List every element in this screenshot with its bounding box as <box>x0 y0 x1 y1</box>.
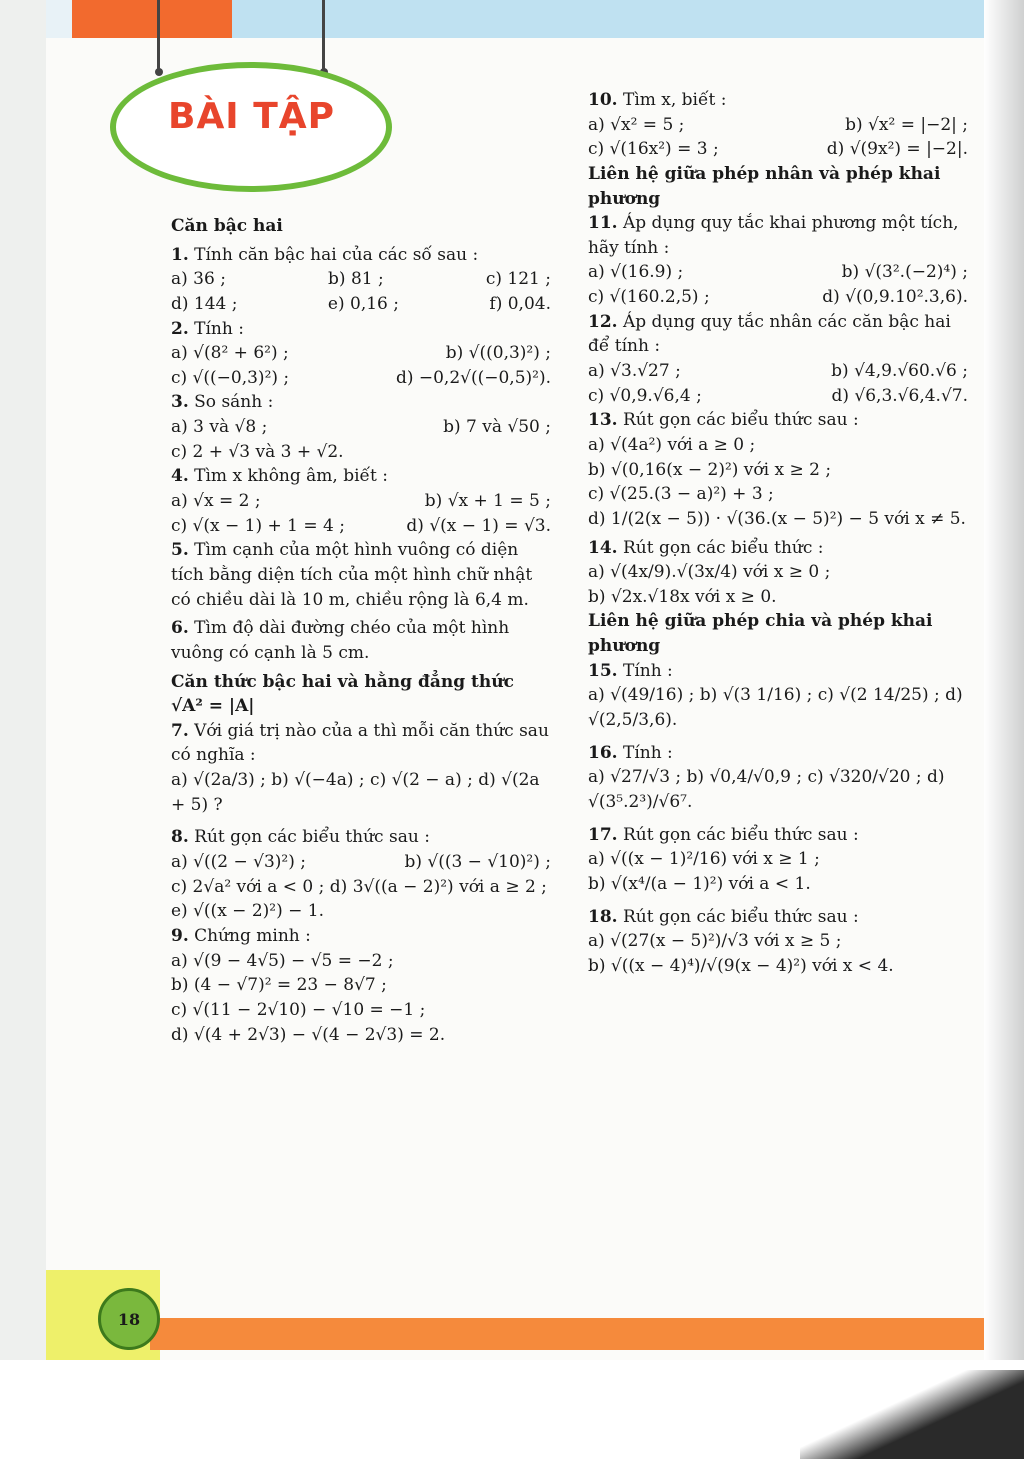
section-heading: Liên hệ giữa phép nhân và phép khai phương <box>588 163 941 209</box>
exercise-number: 1. <box>171 244 189 265</box>
exercise-text: Tìm x không âm, biết : <box>194 466 388 487</box>
page-left-edge <box>0 0 46 1360</box>
exercise-16 <box>588 741 968 766</box>
exercise-text: Tính căn bậc hai của các số sau : <box>194 244 479 265</box>
answer-c: c) √(16x²) = 3 ; <box>588 139 719 160</box>
exercise-number: 6. <box>171 618 189 639</box>
exercise-17 <box>588 823 968 848</box>
answer-b: b) √((x − 4)⁴)/√(9(x − 4)²) với x < 4. <box>588 955 894 976</box>
right-column <box>588 88 968 978</box>
answer-d: d) 144 ; <box>171 293 238 314</box>
section-heading: Căn bậc hai <box>171 216 283 236</box>
answer-c: c) √(160.2,5) ; <box>588 287 710 308</box>
exercise-2-row-1 <box>171 341 551 366</box>
answer-c: c) 121 ; <box>485 269 551 290</box>
exercise-number: 16. <box>588 742 618 763</box>
answer-c: c) √((−0,3)²) ; <box>171 367 290 388</box>
answer-a: a) √(9 − 4√5) − √5 = −2 ; <box>171 950 394 971</box>
hanger-string-right <box>322 0 325 70</box>
answer-d: d) √6,3.√6,4.√7. <box>831 385 968 406</box>
exercise-number: 3. <box>171 392 189 413</box>
answer-a: a) √(27(x − 5)²)/√3 với x ≥ 5 ; <box>588 931 842 952</box>
section-heading: Căn thức bậc hai và hằng đẳng thức <box>171 671 514 692</box>
answer-a: a) √3.√27 ; <box>588 361 681 382</box>
exercise-text: Tìm x, biết : <box>622 90 727 110</box>
exercise-text: So sánh : <box>194 392 274 413</box>
answer-b: b) 7 và √50 ; <box>443 417 551 438</box>
answer-d: d) √(9x²) = |−2|. <box>826 139 968 160</box>
exercise-12-row-2 <box>588 384 968 409</box>
answer-d: d) √(x − 1) = √3. <box>406 515 551 536</box>
exercise-2-row-2 <box>171 366 551 391</box>
exercise-text: Tìm cạnh của một hình vuông có diện tích bằng diện tích của một hình chữ nhật có chiều dài là 10 m, chiều rộng là 6,4 m. <box>171 540 533 610</box>
answer-b: b) √(0,16(x − 2)²) với x ≥ 2 ; <box>588 459 832 480</box>
exercise-11 <box>588 211 968 260</box>
exercise-text: Với giá trị nào của a thì mỗi căn thức sau có nghĩa : <box>171 720 549 766</box>
exercise-text: Rút gọn các biểu thức sau : <box>622 410 859 431</box>
exercise-text: Tính : <box>194 318 244 339</box>
exercise-number: 15. <box>588 660 618 681</box>
exercise-11-row-1 <box>588 260 968 285</box>
answer-c: c) √(11 − 2√10) − √10 = −1 ; <box>171 999 426 1020</box>
top-stripe-orange <box>72 0 232 38</box>
exercise-1-row-1 <box>171 267 551 292</box>
answer-e: e) 0,16 ; <box>327 293 399 314</box>
answer-a: a) √(16.9) ; <box>588 262 684 283</box>
exercise-12 <box>588 310 968 359</box>
exercise-7 <box>171 719 551 768</box>
exercise-9 <box>171 924 551 949</box>
exercise-number: 13. <box>588 410 618 431</box>
page-number: 18 <box>98 1288 160 1350</box>
exercise-number: 18. <box>588 906 618 927</box>
exercise-number: 2. <box>171 318 189 339</box>
exercise-text: Rút gọn các biểu thức sau : <box>622 824 859 845</box>
exercise-text: Rút gọn các biểu thức : <box>622 537 824 558</box>
answer-d: d) √(0,9.10².3,6). <box>822 287 968 308</box>
section-heading: Liên hệ giữa phép chia và phép khai phương <box>588 611 933 657</box>
exercise-text: Tính : <box>622 742 673 763</box>
answer-a: a) √((2 − √3)²) ; <box>171 852 306 873</box>
exercise-6 <box>171 616 551 665</box>
answer-e: e) √((x − 2)²) − 1. <box>171 901 324 922</box>
exercise-number: 10. <box>588 90 618 110</box>
exercise-8-row-1 <box>171 850 551 875</box>
answer-c: c) √(x − 1) + 1 = 4 ; <box>171 515 345 536</box>
exercise-5 <box>171 538 551 612</box>
exercise-text: Tính : <box>622 660 673 681</box>
answer-a: a) √x² = 5 ; <box>588 114 685 135</box>
answer-f: f) 0,04. <box>489 293 551 314</box>
answer-d: d) 1/(2(x − 5)) · √(36.(x − 5)²) − 5 với x ≠ 5. <box>588 508 966 529</box>
exercise-10-row-1 <box>588 113 968 138</box>
exercise-10 <box>588 88 968 113</box>
exercise-number: 7. <box>171 720 189 741</box>
answer-b: b) √((0,3)²) ; <box>445 343 551 364</box>
exercise-15-items: a) √(49/16) ; b) √(3 1/16) ; c) √(2 14/25) ; d) √(2,5/3,6). <box>588 685 963 731</box>
exercise-text: Chứng minh : <box>194 925 311 946</box>
exercise-number: 5. <box>171 540 189 561</box>
exercise-4 <box>171 464 551 489</box>
answer-c: c) 2 + √3 và 3 + √2. <box>171 441 344 462</box>
answer-a: a) √((x − 1)²/16) với x ≥ 1 ; <box>588 849 820 870</box>
answer-b: b) √(3².(−2)⁴) ; <box>841 262 968 283</box>
exercise-3 <box>171 390 551 415</box>
exercise-13 <box>588 408 968 433</box>
exercise-number: 17. <box>588 824 618 845</box>
exercise-number: 11. <box>588 213 618 234</box>
answer-a: a) √(8² + 6²) ; <box>171 343 289 364</box>
exercise-10-row-2 <box>588 137 968 162</box>
hanger-string-left <box>157 0 160 70</box>
exercise-3-row-1 <box>171 415 551 440</box>
answer-c: c) √0,9.√6,4 ; <box>588 385 702 406</box>
exercise-15 <box>588 659 968 684</box>
exercise-7-items: a) √(2a/3) ; b) √(−4a) ; c) √(2 − a) ; d) √(2a + 5) ? <box>171 770 540 815</box>
exercise-11-row-2 <box>588 285 968 310</box>
answer-a: a) √(4x/9).√(3x/4) với x ≥ 0 ; <box>588 562 831 583</box>
hanger-pin-left <box>155 68 163 76</box>
exercise-1 <box>171 243 551 268</box>
exercise-14 <box>588 536 968 561</box>
section-heading-formula: √A² = |A| <box>171 696 255 717</box>
page-title: BÀI TẬP <box>168 96 336 137</box>
left-column <box>171 214 551 1047</box>
answer-a: a) 36 ; <box>171 269 226 290</box>
exercise-text: Áp dụng quy tắc khai phương một tích, hãy tính : <box>588 213 959 258</box>
page-spine-shadow <box>984 0 1024 1459</box>
answer-b: b) √(x⁴/(a − 1)²) với a < 1. <box>588 873 811 894</box>
exercise-text: Tìm độ dài đường chéo của một hình vuông có cạnh là 5 cm. <box>171 618 510 663</box>
scan-dark-corner <box>800 1370 1024 1459</box>
exercise-number: 8. <box>171 827 189 848</box>
answer-cd: c) 2√a² với a < 0 ; d) 3√((a − 2)²) với a ≥ 2 ; <box>171 876 547 897</box>
answer-c: c) √(25.(3 − a)²) + 3 ; <box>588 484 774 505</box>
exercise-2 <box>171 317 551 342</box>
exercise-16-items: a) √27/√3 ; b) √0,4/√0,9 ; c) √320/√20 ; d) √(3⁵.2³)/√6⁷. <box>588 767 945 812</box>
top-stripe-blue <box>232 0 992 38</box>
exercise-4-row-1 <box>171 489 551 514</box>
exercise-text: Rút gọn các biểu thức sau : <box>194 827 430 848</box>
answer-b: b) (4 − √7)² = 23 − 8√7 ; <box>171 975 387 996</box>
exercise-number: 9. <box>171 925 189 946</box>
exercise-number: 14. <box>588 537 618 558</box>
answer-a: a) √(4a²) với a ≥ 0 ; <box>588 434 756 455</box>
answer-b: b) 81 ; <box>328 269 384 290</box>
footer-orange-bar <box>150 1318 984 1350</box>
answer-b: b) √((3 − √10)²) ; <box>404 852 551 873</box>
answer-a: a) √x = 2 ; <box>171 491 261 512</box>
exercise-number: 12. <box>588 311 618 332</box>
exercise-18 <box>588 905 968 930</box>
exercise-text: Áp dụng quy tắc nhân các căn bậc hai để tính : <box>588 311 951 357</box>
exercise-8 <box>171 825 551 850</box>
answer-d: d) √(4 + 2√3) − √(4 − 2√3) = 2. <box>171 1024 446 1045</box>
answer-d: d) −0,2√((−0,5)²). <box>395 367 551 388</box>
answer-a: a) 3 và √8 ; <box>171 417 268 438</box>
answer-b: b) √2x.√18x với x ≥ 0. <box>588 586 777 607</box>
exercise-12-row-1 <box>588 359 968 384</box>
exercise-1-row-2 <box>171 292 551 317</box>
answer-b: b) √x + 1 = 5 ; <box>424 491 551 512</box>
exercise-4-row-2 <box>171 514 551 539</box>
top-stripe <box>0 0 1024 38</box>
answer-b: b) √x² = |−2| ; <box>845 114 968 135</box>
exercise-text: Rút gọn các biểu thức sau : <box>622 906 859 927</box>
answer-b: b) √4,9.√60.√6 ; <box>831 361 968 382</box>
exercise-number: 4. <box>171 466 189 487</box>
